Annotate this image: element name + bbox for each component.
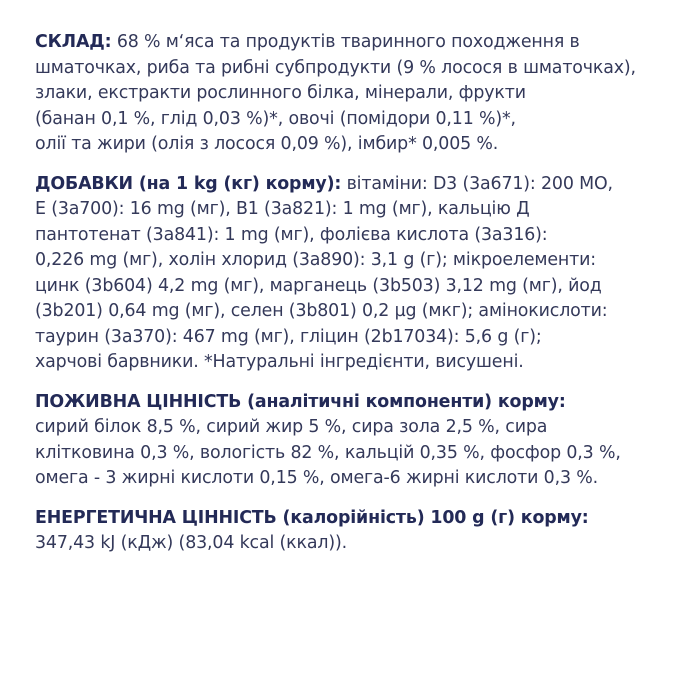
additives-line-4: 0,226 mg (мг), холін хлорид (3a890): 3,1 g (г); мікроелементи: [35, 250, 596, 270]
composition-line-5: олії та жири (олія з лосося 0,09 %), імбир* 0,005 %. [35, 134, 499, 154]
energy-value-section [35, 506, 695, 557]
nutritional-value-section [35, 390, 695, 492]
composition-heading: СКЛАД: [35, 32, 112, 52]
composition-line-4: (банан 0,1 %, глід 0,03 %)*, овочі (помідори 0,11 %)*, [35, 108, 516, 129]
additives-heading: ДОБАВКИ (на 1 kg (кг) корму): [35, 173, 342, 194]
composition-line-2: шматочках, риба та рибні субпродукти (9 % лосося в шматочках), [35, 57, 636, 78]
nutritional-value-heading: ПОЖИВНА ЦІННІСТЬ (аналітичні компоненти) корму: [35, 391, 566, 412]
nutritional-value-line-3: омега - 3 жирні кислоти 0,15 %, омега-6 жирні кислоти 0,3 %. [35, 468, 599, 488]
nutritional-value-line-1: сирий білок 8,5 %, сирий жир 5 %, сира зола 2,5 %, сира [35, 417, 548, 437]
additives-section [35, 172, 695, 376]
additives-line-8: харчові барвники. *Натуральні інгредієнти, висушені. [35, 352, 524, 372]
additives-line-1: ДОБАВКИ (на 1 kg (кг) корму): вітаміни: D3 (3a671): 200 МО, [35, 173, 613, 194]
energy-value-heading: ЕНЕРГЕТИЧНА ЦІННІСТЬ (калорійність) 100 g (г) корму: [35, 507, 589, 528]
additives-line-6: (3b201) 0,64 mg (мг), селен (3b801) 0,2 µg (мкг); амінокислоти: [35, 301, 608, 321]
additives-line-7: таурин (3a370): 467 mg (мг), гліцин (2b17034): 5,6 g (г); [35, 326, 542, 347]
additives-line-3: пантотенат (3a841): 1 mg (мг), фолієва кислота (3a316): [35, 224, 548, 245]
composition-section [35, 30, 695, 158]
energy-value-line-1: 347,43 kJ (кДж) (83,04 kcal (ккал)). [35, 533, 347, 553]
product-label-document [35, 30, 695, 557]
additives-line-5: цинк (3b604) 4,2 mg (мг), марганець (3b503) 3,12 mg (мг), йод [35, 275, 602, 296]
additives-line-2: E (3a700): 16 mg (мг), B1 (3a821): 1 mg (мг), кальцію Д [35, 199, 530, 219]
nutritional-value-line-2: клітковина 0,3 %, вологість 82 %, кальцій 0,35 %, фосфор 0,3 %, [35, 442, 621, 463]
composition-line-1: СКЛАД: 68 % м‘яса та продуктів тваринного походження в [35, 32, 580, 52]
composition-line-3: злаки, екстракти рослинного білка, мінерали, фрукти [35, 83, 526, 103]
